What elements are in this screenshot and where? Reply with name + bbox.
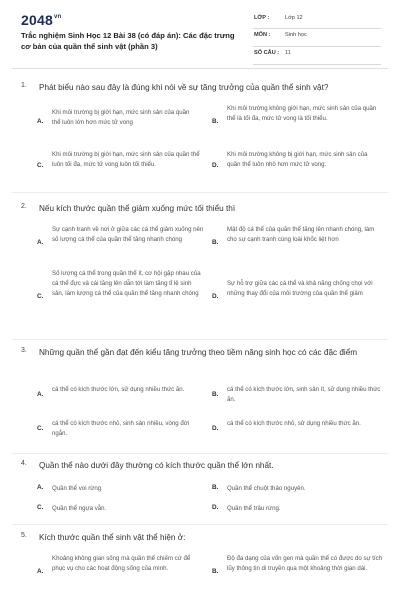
question-divider [12, 524, 388, 525]
logo-suffix: vn [53, 14, 62, 20]
option-text: Khoảng không gian sống mà quần thể chiếm cứ để phục vụ cho các hoạt động sống của mình. [52, 555, 191, 572]
option-letter: A. [37, 239, 44, 246]
question-number: 3. [21, 347, 27, 354]
option-text: cá thể có kích thước lớn, sử dụng nhiều thức ăn. [52, 386, 185, 393]
option-letter: B. [212, 484, 219, 491]
option-letter: D. [212, 425, 219, 432]
meta-box [253, 12, 381, 65]
meta-label: SỐ CÂU : [254, 50, 280, 56]
option-letter: C. [37, 293, 44, 300]
question-text: Kích thước quần thể sinh vật thể hiện ở: [39, 533, 186, 542]
header-divider [12, 68, 388, 69]
meta-value: Sinh học [285, 32, 307, 38]
option-text: Mật độ cá thể của quần thể tăng lên nhanh chóng, làm cho sự cạnh tranh cùng loài khốc liệt hơn [227, 226, 375, 243]
question-text: Quần thể nào dưới đây thường có kích thước quần thể lớn nhất. [39, 461, 274, 470]
meta-label: LỚP : [254, 15, 270, 21]
question-divider [12, 339, 388, 340]
option-text: cá thể có kích thước nhỏ, sử dụng nhiều thức ăn. [227, 420, 361, 427]
meta-value: Lớp 12 [285, 15, 303, 21]
option-text: Khi môi trường bị giới hạn, mức sinh sản của quần thể luôn tối đa, mức tử vong luôn tối thiểu. [52, 151, 200, 168]
question-number: 4. [21, 460, 27, 467]
site-logo[interactable] [21, 12, 61, 28]
meta-value: 11 [285, 50, 291, 56]
question-number: 1. [21, 82, 27, 89]
option-text: Sự hỗ trợ giữa các cá thể và khả năng chống chọi với những thay đổi của môi trường của quần thể giảm [227, 280, 373, 297]
question-number: 2. [21, 203, 27, 210]
question-number: 5. [21, 532, 27, 539]
question-text: Những quần thể gần đạt đến kiểu tăng trưởng theo tiềm năng sinh học có các đặc điểm [39, 348, 358, 357]
option-text: Độ đa dạng của vốn gen mà quần thể có được do sự tích lũy thông tin di truyền qua một khoảng thời gian dài. [227, 555, 383, 572]
option-text: Khi môi trường không bị giới hạn, mức sinh sản của quần thể luôn nhỏ hơn mức tử vong. [227, 151, 368, 168]
option-text: Số lượng cá thể trong quần thể ít, cơ hội gặp nhau của cá thể đực và cái tăng lên dẫn tới làm tăng tỉ lệ sinh sản, làm lượng cá thể của quần thể tăng nhanh chóng [52, 270, 201, 297]
option-text: cá thể có kích thước nhỏ, sinh sản nhiều, vòng đời ngắn. [52, 420, 190, 437]
meta-label: MÔN : [254, 32, 271, 38]
option-letter: D. [212, 504, 219, 511]
option-letter: A. [37, 391, 44, 398]
meta-row-lop [253, 12, 381, 29]
logo-text: 2048 [21, 12, 53, 28]
option-letter: B. [212, 568, 219, 575]
option-text: cá thể có kích thước lớn, sinh sản ít, sử dụng nhiều thức ăn. [227, 386, 381, 403]
question-text: Phát biểu nào sau đây là đúng khi nói về sự tăng trưởng của quần thể sinh vật? [39, 83, 329, 92]
option-letter: C. [37, 162, 44, 169]
option-letter: A. [37, 568, 44, 575]
meta-row-so-cau [253, 47, 381, 65]
page-title: Trắc nghiệm Sinh Học 12 Bài 38 (có đáp án): Các đặc trưng cơ bản của quần thể sinh vật (phần 3) [21, 31, 235, 51]
question-divider [12, 192, 388, 193]
option-letter: D. [212, 293, 219, 300]
option-text: Khi môi trường bị giới hạn, mức sinh sản của quần thể luôn lớn hơn mức tử vong [52, 109, 190, 126]
question-divider [12, 453, 388, 454]
option-text: Sự cạnh tranh về nơi ở giữa các cá thể giảm xuống nên số lượng cá thể của quần thể tăng nhanh chóng [52, 226, 204, 243]
option-letter: C. [37, 504, 44, 511]
question-text: Nếu kích thước quần thể giảm xuống mức tối thiểu thì [39, 204, 236, 213]
option-letter: D. [212, 162, 219, 169]
option-letter: B. [212, 118, 219, 125]
option-text: Khi môi trường không giới hạn, mức sinh sản của quần thể là tối đa, mức tử vong là tối thiểu. [227, 105, 377, 122]
option-letter: C. [37, 425, 44, 432]
option-letter: A. [37, 118, 44, 125]
meta-row-mon [253, 29, 381, 47]
option-text: Quần thể ngựa vằn. [52, 505, 107, 512]
option-letter: A. [37, 484, 44, 491]
option-letter: B. [212, 239, 219, 246]
option-letter: B. [212, 391, 219, 398]
option-text: Quần thể voi rừng [52, 485, 102, 492]
option-text: Quần thể chuột thảo nguyên. [227, 485, 306, 492]
page-header [0, 0, 400, 70]
option-text: Quần thể trâu rừng. [227, 505, 281, 512]
